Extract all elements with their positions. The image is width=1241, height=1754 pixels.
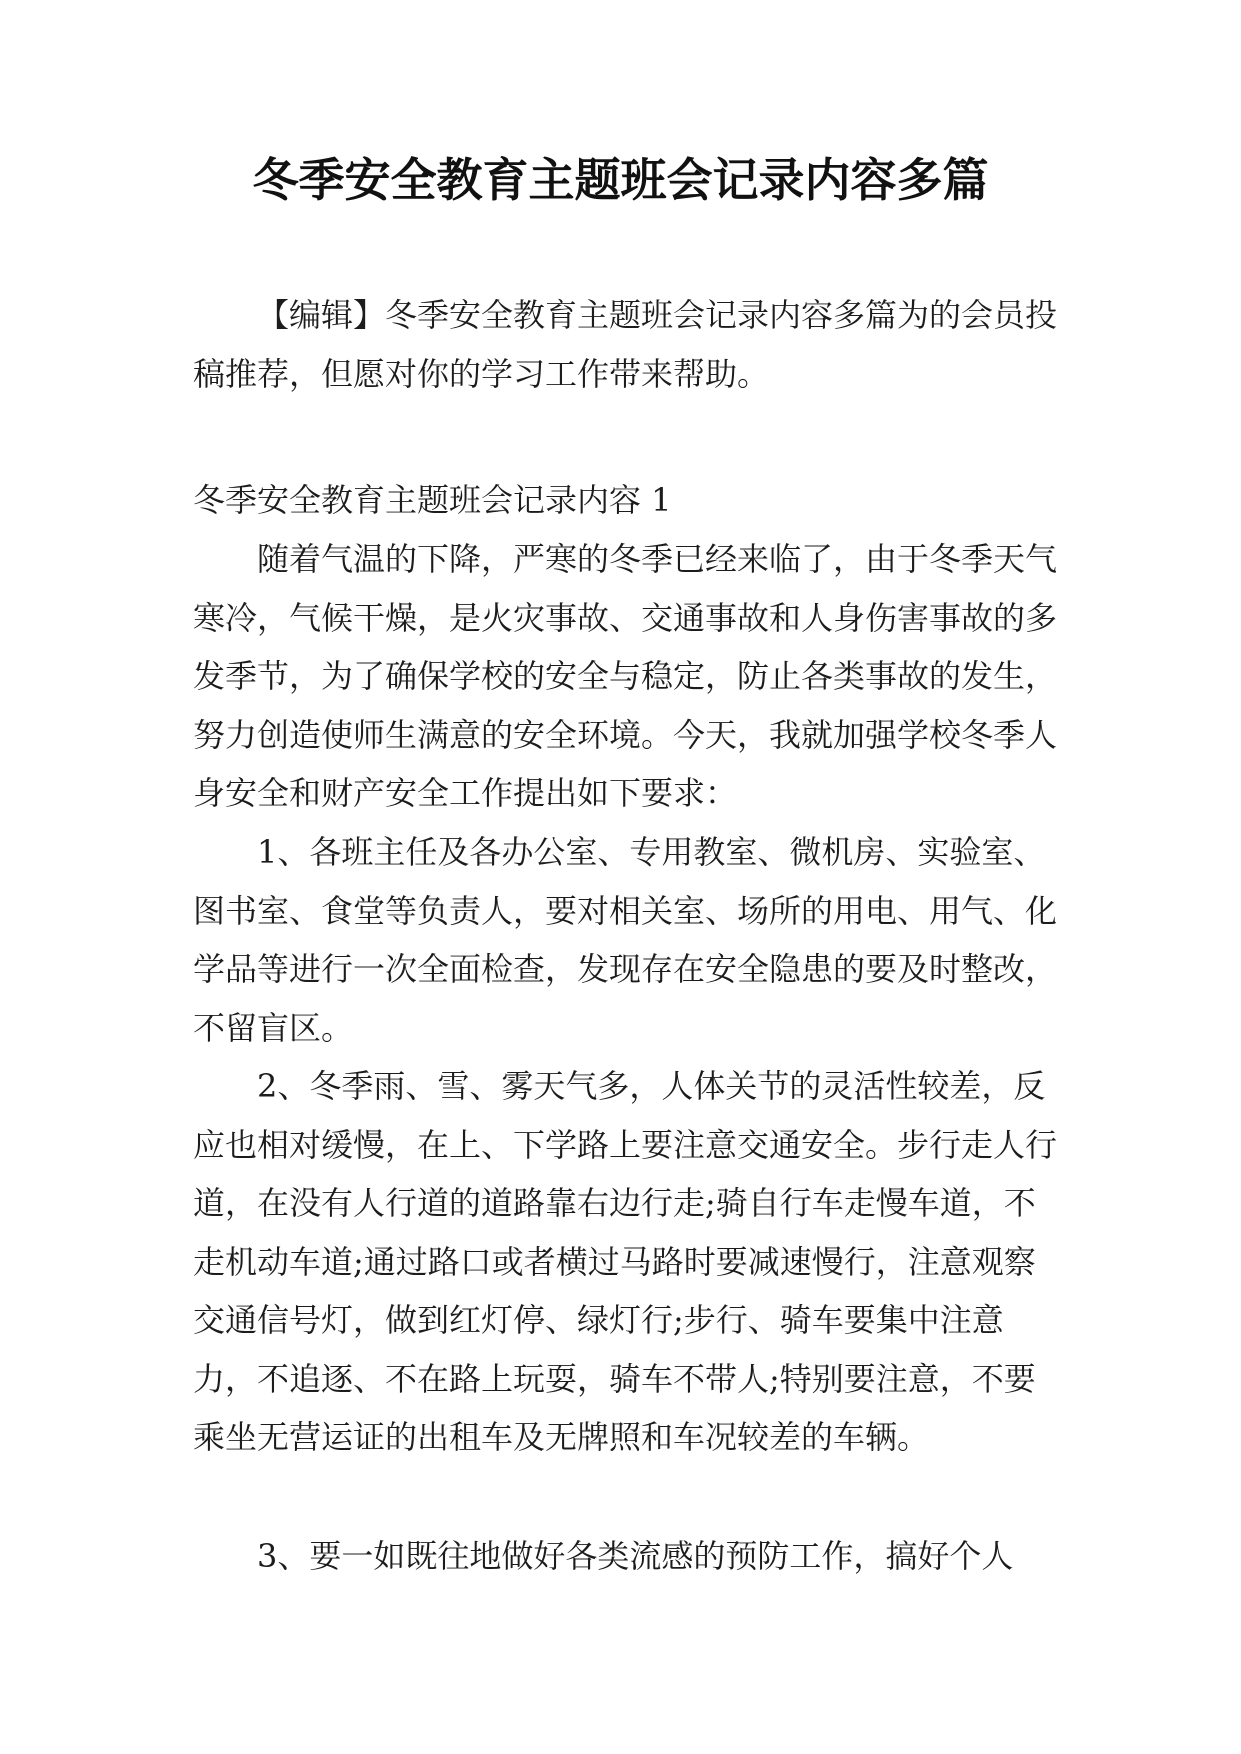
- requirement-item-1: 1、各班主任及各办公室、专用教室、微机房、实验室、图书室、食堂等负责人，要对相关室、场所的用电、用气、化学品等进行一次全面检查，发现存在安全隐患的要及时整改，不留盲区。: [193, 833, 1058, 1047]
- requirement-item-3: 3、要一如既往地做好各类流感的预防工作，搞好个人: [257, 1537, 1014, 1575]
- document-title: 冬季安全教育主题班会记录内容多篇: [252, 153, 989, 207]
- requirement-item-2: 2、冬季雨、雪、雾天气多，人体关节的灵活性较差，反应也相对缓慢，在上、下学路上要注意交通安全。步行走人行道，在没有人行道的道路靠右边行走;骑自行车走慢车道，不走机动车道;通过路口或者横过马路时要减速慢行，注意观察交通信号灯，做到红灯停、绿灯行;步行、骑车要集中注意力，不追逐、不在路上玩耍，骑车不带人;特别要注意，不要乘坐无营运证的出租车及无牌照和车况较差的车辆。: [193, 1067, 1058, 1456]
- section-heading: 冬季安全教育主题班会记录内容 1: [193, 481, 672, 519]
- body-paragraph: 随着气温的下降，严寒的冬季已经来临了，由于冬季天气寒冷，气候干燥，是火灾事故、交通事故和人身伤害事故的多发季节，为了确保学校的安全与稳定，防止各类事故的发生，努力创造使师生满意的安全环境。今天，我就加强学校冬季人身安全和财产安全工作提出如下要求：: [193, 540, 1058, 812]
- intro-paragraph: 【编辑】冬季安全教育主题班会记录内容多篇为的会员投稿推荐，但愿对你的学习工作带来帮助。: [193, 296, 1058, 393]
